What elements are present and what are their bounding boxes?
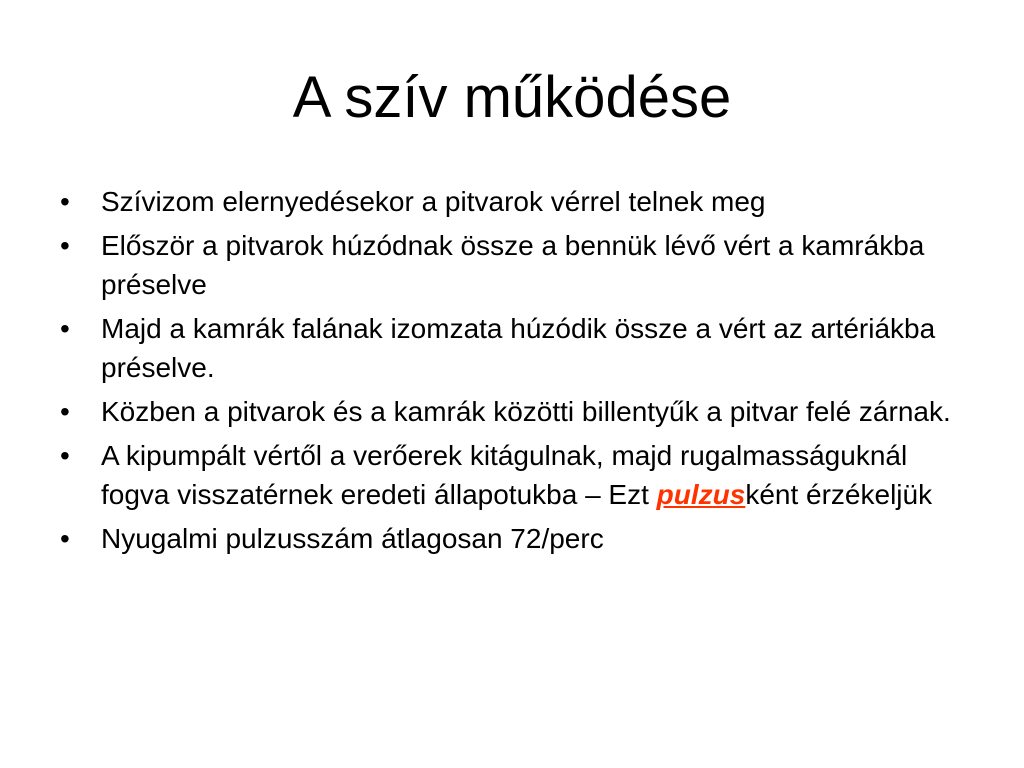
bullet-list (60, 182, 980, 563)
bullet-text: Szívizom elernyedésekor a pitvarok vérrel telnek meg (101, 186, 766, 217)
list-item (60, 226, 980, 304)
bullet-text: Majd a kamrák falának izomzata húzódik össze a vért az artériákba préselve. (101, 313, 936, 383)
bullet-text: Nyugalmi pulzusszám átlagosan 72/perc (101, 523, 604, 554)
bullet-icon: • (60, 186, 70, 217)
bullet-icon: • (60, 523, 70, 554)
list-item (60, 519, 980, 558)
list-item (60, 392, 980, 431)
list-item (60, 309, 980, 387)
list-item (60, 182, 980, 221)
slide-title: A szív működése (292, 65, 732, 130)
pulzus-emphasis: pulzus (656, 479, 746, 510)
bullet-text-before: A kipumpált vértől a verőerek kitágulnak, majd rugalmasságuknál fogva visszatérnek eredeti állapotukba – Ezt (101, 440, 908, 510)
bullet-icon: • (60, 440, 70, 471)
bullet-icon: • (60, 396, 70, 427)
list-item (60, 436, 980, 514)
bullet-icon: • (60, 313, 70, 344)
bullet-text-after: ként érzékeljük (745, 479, 933, 510)
bullet-icon: • (60, 230, 70, 261)
bullet-text: Közben a pitvarok és a kamrák közötti billentyűk a pitvar felé zárnak. (101, 396, 951, 427)
bullet-text: Először a pitvarok húzódnak össze a bennük lévő vért a kamrákba préselve (101, 230, 925, 300)
